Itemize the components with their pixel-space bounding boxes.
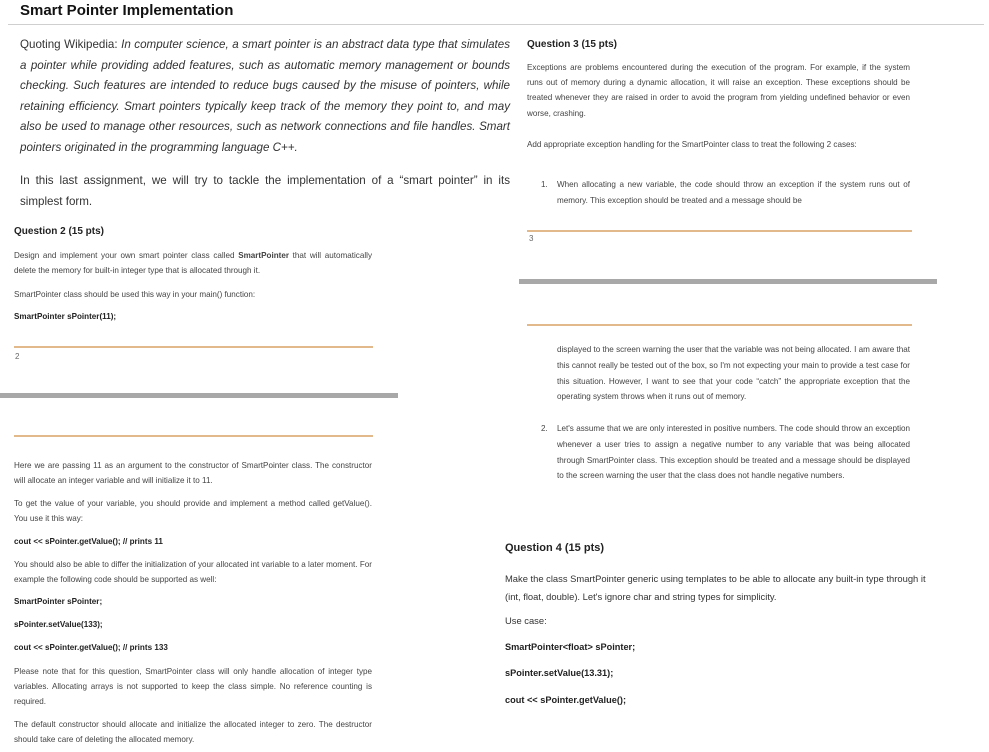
q2-usage-text: SmartPointer class should be used this way in your main() function: <box>14 290 256 299</box>
q4-body <box>505 570 935 709</box>
page-break-separator <box>0 393 398 398</box>
q4-description: Make the class SmartPointer generic using templates to be able to allocate any built-in type through it (int, float, double). Let's ignore char and string types for simplicity. <box>505 573 926 602</box>
q2-desc-before: Design and implement your own smart pointer class called <box>14 251 239 260</box>
q2-code-constructor: SmartPointer sPointer(11); <box>14 312 117 321</box>
page-break-separator-2 <box>519 279 937 284</box>
question-4-heading: Question 4 (15 pts) <box>505 542 605 554</box>
page-number-3: 3 <box>529 234 534 243</box>
page-end-rule <box>14 346 373 348</box>
page-title: Smart Pointer Implementation <box>20 2 234 19</box>
intro-quote: In computer science, a smart pointer is an abstract data type that simulates a pointer while providing added features, such as automatic memory management or bounds checking. Such features are intended to reduce bugs caused by the misuse of pointers, while retaining efficiency. Smart pointers typically keep track of the memory they point to, and may also be used to manage other resources, such as network connections and file handles. Smart pointers originated in the programming language C++. <box>20 38 511 154</box>
q3-list-item-1 <box>527 177 910 209</box>
question-3-heading: Question 3 (15 pts) <box>527 39 618 50</box>
q4-code-setvalue: sPointer.setValue(13.31); <box>505 668 614 678</box>
q4-use-case-label: Use case: <box>505 615 547 626</box>
title-divider <box>8 24 984 25</box>
q2-code-getvalue: cout << sPointer.getValue(); // prints 11 <box>14 537 163 546</box>
q2-default-constructor: The default constructor should allocate and initialize the allocated integer to zero. The destructor should take care of deleting the allocated memory. <box>14 720 372 745</box>
list-number: 2. <box>541 424 548 433</box>
list-number: 1. <box>541 180 548 189</box>
q3-item-2-text: Let's assume that we are only interested in positive numbers. The code should throw an exception whenever a user tries to assign a negative number to any variable that was being allocated through SmartPointer class. This exception should be treated and a message should be displayed to the screen warning the user that the class does not handle negative numbers. <box>557 424 910 481</box>
question-2-heading: Question 2 (15 pts) <box>14 226 105 237</box>
q3-list-item-2 <box>527 421 910 484</box>
page-start-rule <box>14 435 373 437</box>
q2-deferred-init-text: You should also be able to differ the initialization of your allocated int variable to a later moment. For example the following code should be supported as well: <box>14 560 372 585</box>
page-start-rule-2 <box>527 324 912 326</box>
q2-description <box>14 248 372 278</box>
q2-code-default: SmartPointer sPointer; <box>14 597 103 606</box>
q3-item-1-text: When allocating a new variable, the code should throw an exception if the system runs out of memory. This exception should be treated and a message should be <box>557 180 910 205</box>
q2-desc-after: that will automatically delete the memory for built-in integer type that is allocated through it. <box>14 251 372 276</box>
q4-code-declaration: SmartPointer<float> sPointer; <box>505 641 636 652</box>
q3-task-text: Add appropriate exception handling for the SmartPointer class to treat the following 2 cases: <box>527 140 857 149</box>
intro-lead: Quoting Wikipedia: <box>20 38 122 51</box>
q2-note: Please note that for this question, SmartPointer class will only handle allocation of integer type variables. Allocating arrays is not supported to keep the class simple. No reference counting is required. <box>14 667 372 707</box>
q2-code-getvalue-2: cout << sPointer.getValue(); // prints 133 <box>14 643 168 652</box>
q4-code-getvalue: cout << sPointer.getValue(); <box>505 694 626 705</box>
q2-code-setvalue: sPointer.setValue(133); <box>14 620 103 629</box>
q3-list-item-1-continued <box>527 342 910 405</box>
page-number: 2 <box>15 352 20 361</box>
q2-constructor-explanation: Here we are passing 11 as an argument to the constructor of SmartPointer class. The constructor will allocate an integer variable and will initialize it to 11. <box>14 461 372 486</box>
page-end-rule-2 <box>527 230 912 232</box>
q2-class-name: SmartPointer <box>238 251 290 260</box>
intro-paragraph-2: In this last assignment, we will try to tackle the implementation of a “smart pointer” in its simplest form. <box>20 174 510 208</box>
q3-exceptions-text: Exceptions are problems encountered during the execution of the program. For example, if the system runs out of memory during a dynamic allocation, it will raise an exception. These exceptions should be treated whenever they are raised in order to avoid the program from yielding undefined behavior or even worse, crashing. <box>527 63 910 118</box>
intro-paragraph <box>20 35 510 158</box>
q2-getvalue-text: To get the value of your variable, you should provide and implement a method called getValue(). You use it this way: <box>14 499 372 524</box>
q3-item-1-continued-text: displayed to the screen warning the user that the variable was not being allocated. I am aware that this cannot really be tested out of the box, so I'm not expecting your main to provide a test case for this situation. However, I want to see that your code “catch” the appropriate exception that the operating system throws when it runs out of memory. <box>557 345 910 402</box>
